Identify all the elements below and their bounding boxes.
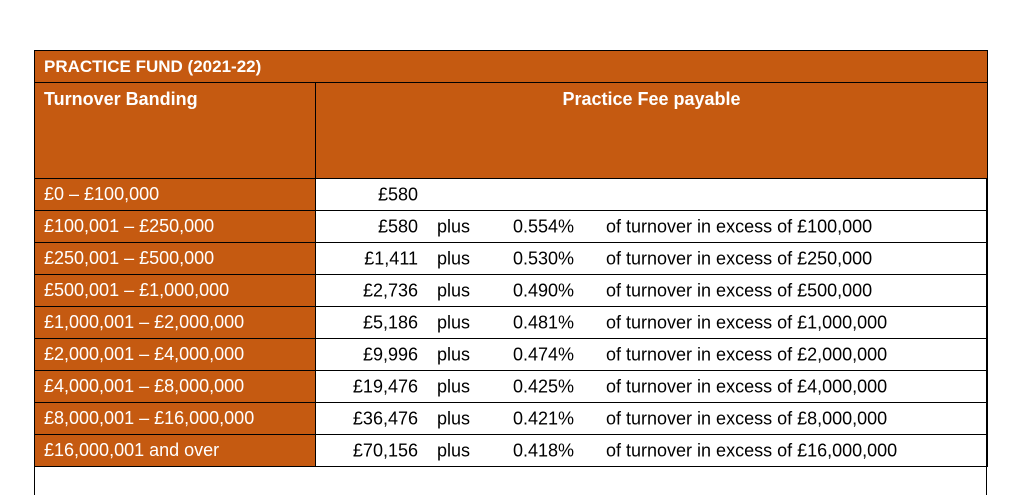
fee-cell [316, 211, 988, 243]
excess-description: of turnover in excess of £4,000,000 [606, 376, 888, 396]
fee-rate: 0.474% [513, 344, 575, 364]
excess-description: of turnover in excess of £500,000 [606, 280, 873, 300]
excess-description: of turnover in excess of £1,000,000 [606, 312, 888, 332]
turnover-band-cell: £2,000,001 – £4,000,000 [35, 339, 316, 371]
fee-rate: 0.418% [513, 440, 575, 460]
turnover-band-cell: £16,000,001 and over [35, 435, 316, 467]
fee-amount: £2,736 [362, 280, 418, 300]
practice-fee-header: Practice Fee payable [316, 83, 988, 179]
turnover-band-cell: £1,000,001 – £2,000,000 [35, 307, 316, 339]
fee-cell [316, 435, 988, 467]
fee-rate: 0.481% [513, 312, 575, 332]
fee-cell [316, 275, 988, 307]
turnover-band-cell: £4,000,001 – £8,000,000 [35, 371, 316, 403]
plus-label: plus [437, 248, 471, 268]
fee-rate: 0.490% [513, 280, 575, 300]
fee-amount: £5,186 [362, 312, 418, 332]
fee-amount: £580 [377, 184, 418, 204]
table-row [35, 307, 988, 339]
fee-cell [316, 339, 988, 371]
fee-amount: £1,411 [364, 248, 418, 268]
excess-description: of turnover in excess of £8,000,000 [606, 408, 888, 428]
table-row [35, 339, 988, 371]
turnover-band-cell: £250,001 – £500,000 [35, 243, 316, 275]
turnover-band-cell: £8,000,001 – £16,000,000 [35, 403, 316, 435]
table-row [35, 211, 988, 243]
excess-description: of turnover in excess of £250,000 [606, 248, 873, 268]
fee-amount: £36,476 [352, 408, 418, 428]
plus-label: plus [437, 344, 471, 364]
fee-rate: 0.554% [513, 216, 575, 236]
fee-rate: 0.425% [513, 376, 575, 396]
plus-label: plus [437, 280, 471, 300]
plus-label: plus [437, 440, 471, 460]
table-row [35, 371, 988, 403]
practice-fee-table [34, 50, 988, 467]
turnover-band-cell: £500,001 – £1,000,000 [35, 275, 316, 307]
excess-description: of turnover in excess of £2,000,000 [606, 344, 888, 364]
excess-description: of turnover in excess of £100,000 [606, 216, 873, 236]
fee-rate: 0.421% [513, 408, 575, 428]
fee-amount: £9,996 [362, 344, 418, 364]
table-row [35, 275, 988, 307]
fee-amount: £580 [377, 216, 418, 236]
fee-amount: £70,156 [352, 440, 418, 460]
plus-label: plus [437, 408, 471, 428]
fee-cell [316, 179, 988, 211]
header-row [35, 83, 988, 179]
fee-cell [316, 307, 988, 339]
table-row [35, 403, 988, 435]
fee-cell [316, 243, 988, 275]
turnover-band-cell: £0 – £100,000 [35, 179, 316, 211]
fee-cell [316, 371, 988, 403]
fee-amount: £19,476 [352, 376, 418, 396]
table-row [35, 435, 988, 467]
plus-label: plus [437, 216, 471, 236]
fee-rate: 0.530% [513, 248, 575, 268]
fee-cell [316, 403, 988, 435]
turnover-band-cell: £100,001 – £250,000 [35, 211, 316, 243]
table-row [35, 243, 988, 275]
title-row [35, 51, 988, 83]
plus-label: plus [437, 376, 471, 396]
plus-label: plus [437, 312, 471, 332]
excess-description: of turnover in excess of £16,000,000 [606, 440, 898, 460]
table-title: PRACTICE FUND (2021-22) [35, 51, 988, 83]
table-row [35, 179, 988, 211]
turnover-banding-header: Turnover Banding [35, 83, 316, 179]
